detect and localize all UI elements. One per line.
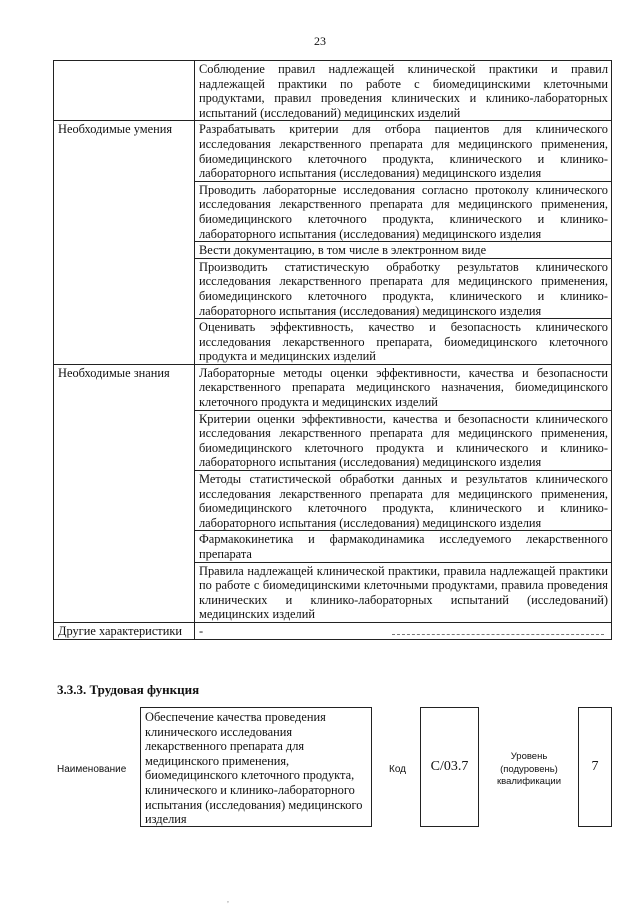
name-value-box: Обеспечение качества проведения клинического исследования лекарственного препарата для медицинского применения, биомедицинского клеточного продукта, клинического и клинико-лабораторного испытания (исследования) медицинского изделия	[140, 707, 372, 827]
row-label: Другие характеристики	[54, 622, 195, 639]
row-text: Производить статистическую обработку результатов клинического исследования лекарственного препарата для медицинского применения, биомедицинского клеточного продукта, клинического и клинико-лабораторного испытания (исследования) медицинского изделия	[195, 258, 612, 318]
row-label	[54, 258, 195, 318]
table-row	[54, 531, 612, 562]
table-row	[54, 121, 612, 181]
row-label	[54, 531, 195, 562]
row-text: Правила надлежащей клинической практики, правила надлежащей практики по работе с биомедицинскими клеточными продуктами, правила проведения клинических и клинико-лабораторных испытаний (исследований) медицинских изделий	[195, 562, 612, 622]
row-label: Необходимые знания	[54, 364, 195, 410]
dashed-divider	[392, 634, 604, 635]
table-row	[54, 181, 612, 241]
row-text: -	[195, 622, 612, 639]
row-label	[54, 562, 195, 622]
page-number: 23	[314, 34, 326, 48]
qualification-level-label: Уровень (подуровень) квалификации	[496, 751, 562, 787]
row-label: Необходимые умения	[54, 121, 195, 181]
qualification-level-box	[578, 707, 612, 827]
scan-mark: ,	[227, 895, 229, 904]
table-row	[54, 319, 612, 365]
table-row	[54, 61, 612, 121]
code-value: C/03.7	[430, 759, 469, 774]
table-row	[54, 622, 612, 639]
row-text: Вести документацию, в том числе в электронном виде	[195, 242, 612, 259]
code-label: Код	[389, 764, 407, 775]
row-text: Проводить лабораторные исследования согласно протоколу клинического исследования лекарственного препарата для медицинского применения, биомедицинского клеточного продукта, клинического и клинико-лабораторного испытания (исследования) медицинского изделия	[195, 181, 612, 241]
row-text: Соблюдение правил надлежащей клинической практики и правил надлежащей практики по работе с биомедицинскими клеточными продуктами, правил проведения клинических и клинико-лабораторных испытаний (исследований) медицинских изделий	[195, 61, 612, 121]
section-title: 3.3.3. Трудовая функция	[57, 682, 200, 697]
code-value-box	[420, 707, 479, 827]
table-row	[54, 242, 612, 259]
row-text: Оценивать эффективность, качество и безопасность клинического исследования лекарственного препарата, биомедицинского клеточного продукта и медицинских изделий	[195, 319, 612, 365]
row-label	[54, 410, 195, 470]
row-text: Методы статистической обработки данных и результатов клинического исследования лекарственного препарата для медицинского применения, биомедицинского клеточного продукта, клинического и клинико-лабораторного испытания (исследования) медицинского изделия	[195, 471, 612, 531]
qualification-level-value: 7	[591, 759, 599, 774]
row-label	[54, 181, 195, 241]
row-text: Фармакокинетика и фармакодинамика исследуемого лекарственного препарата	[195, 531, 612, 562]
table-row	[54, 364, 612, 410]
row-label	[54, 61, 195, 121]
row-label	[54, 319, 195, 365]
table-row	[54, 562, 612, 622]
requirements-table	[53, 60, 612, 640]
name-label: Наименование	[57, 764, 127, 775]
row-text: Критерии оценки эффективности, качества и безопасности клинического исследования лекарственного препарата для медицинского применения, биомедицинского клеточного продукта и клинического и клинико-лабораторного испытания (исследования) медицинского изделия	[195, 410, 612, 470]
row-text: Разрабатывать критерии для отбора пациентов для клинического исследования лекарственного препарата для медицинского применения, биомедицинского клеточного продукта, клинического и клинико-лабораторного испытания (исследования) медицинского изделия	[195, 121, 612, 181]
table-row	[54, 410, 612, 470]
table-row	[54, 471, 612, 531]
row-text: Лабораторные методы оценки эффективности, качества и безопасности лекарственного препарата медицинского назначения, биомедицинского клеточного продукта и медицинских изделий	[195, 364, 612, 410]
table-row	[54, 258, 612, 318]
row-label	[54, 471, 195, 531]
row-label	[54, 242, 195, 259]
